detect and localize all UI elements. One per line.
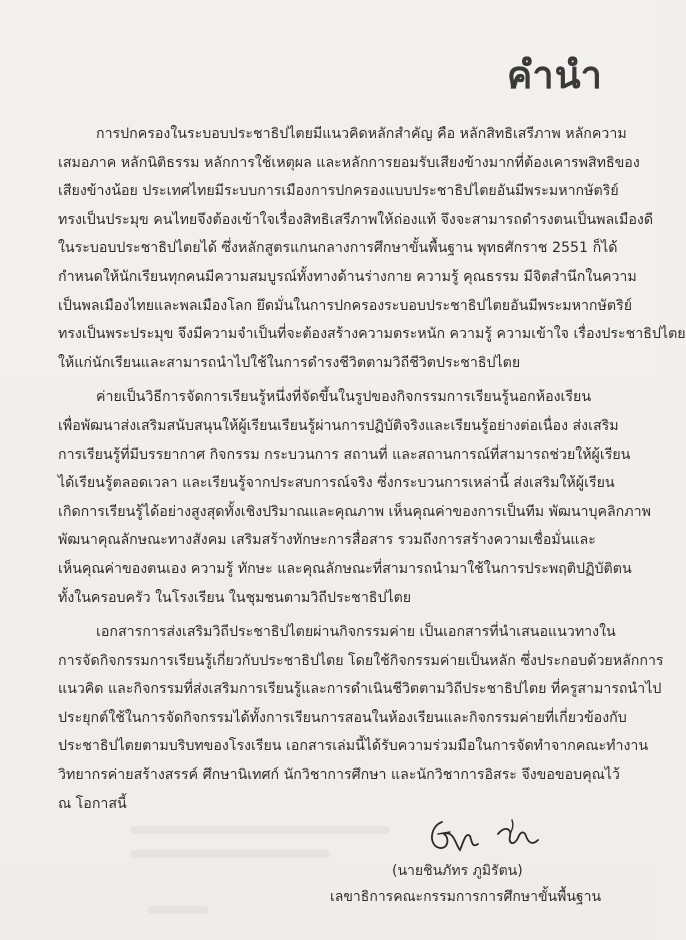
signer-name: (นายชินภัทร ภูมิรัตน) (392, 863, 523, 879)
text-line: เสียงข้างน้อย ประเทศไทยมีระบบการเมืองการปกครองแบบประชาธิปไตยอันมีพระมหากษัตริย์ (58, 183, 619, 200)
text-line: การเรียนรู้ที่มีบรรยากาศ กิจกรรม กระบวนการ สถานที่ และสถานการณ์ที่สามารถช่วยให้ผู้เรียน (58, 446, 631, 463)
text-line: เพื่อพัฒนาส่งเสริมสนับสนุนให้ผู้เรียนเรียนรู้ผ่านการปฏิบัติจริงและเรียนรู้อย่างต่อเนื่อง ส่งเสริม (58, 417, 619, 434)
paragraph-2 (58, 383, 651, 612)
text-line: ประยุกต์ใช้ในการจัดกิจกรรมได้ทั้งการเรียนการสอนในห้องเรียนและกิจกรรมค่ายที่เกี่ยวข้องกับ (58, 709, 627, 726)
text-line: เสมอภาค หลักนิติธรรม หลักการใช้เหตุผล และหลักการยอมรับเสียงข้างมากที่ต้องเคารพสิทธิของ (58, 154, 640, 171)
text-line: ให้แก่นักเรียนและสามารถนำไปใช้ในการดำรงชีวิตตามวิถีชีวิตประชาธิปไตย (58, 354, 521, 371)
text-line: ในระบอบประชาธิปไตยได้ ซึ่งหลักสูตรแกนกลางการศึกษาขั้นพื้นฐาน พุทธศักราช 2551 ก็ได้ (58, 240, 618, 257)
text-line: เห็นคุณค่าของตนเอง ความรู้ ทักษะ และคุณลักษณะที่สามารถนำมาใช้ในการประพฤติปฏิบัติตน (58, 560, 632, 577)
text-line: เอกสารการส่งเสริมวิถีประชาธิปไตยผ่านกิจกรรมค่าย เป็นเอกสารที่นำเสนอแนวทางใน (96, 624, 616, 641)
text-line: การจัดกิจกรรมการเรียนรู้เกี่ยวกับประชาธิปไตย โดยใช้กิจกรรมค่ายเป็นหลัก ซึ่งประกอบด้วยหลักการ (58, 652, 664, 669)
text-line: ณ โอกาสนี้ (58, 795, 127, 812)
text-line: วิทยากรค่ายสร้างสรรค์ ศึกษานิเทศก์ นักวิชาการศึกษา และนักวิชาการอิสระ จึงขอขอบคุณไว้ (58, 767, 620, 784)
handwritten-signature-icon (420, 812, 560, 862)
text-line: ทั้งในครอบครัว ในโรงเรียน ในชุมชนตามวิถีประชาธิปไตย (58, 589, 412, 606)
paragraph-3 (58, 618, 664, 818)
text-line: ทรงเป็นประมุข คนไทยจึงต้องเข้าใจเรื่องสิทธิเสรีภาพให้ถ่องแท้ จึงจะสามารถดำรงตนเป็นพลเมืองดี (58, 211, 654, 228)
text-line: กำหนดให้นักเรียนทุกคนมีความสมบูรณ์ทั้งทางด้านร่างกาย ความรู้ คุณธรรม มีจิตสำนึกในความ (58, 268, 637, 285)
page-title: คำนำ (506, 53, 603, 97)
preface-body (58, 120, 686, 824)
text-line: ประชาธิปไตยตามบริบทของโรงเรียน เอกสารเล่มนี้ได้รับความร่วมมือในการจัดทำจากคณะทำงาน (58, 738, 649, 755)
text-line: เกิดการเรียนรู้ได้อย่างสูงสุดทั้งเชิงปริมาณและคุณภาพ เห็นคุณค่าของการเป็นทีม พัฒนาบุคลิกภาพ (58, 503, 651, 520)
text-line: เป็นพลเมืองไทยและพลเมืองโลก ยึดมั่นในการปกครองระบอบประชาธิปไตยอันมีพระมหากษัตริย์ (58, 297, 633, 314)
bleed-through-mark (148, 906, 208, 914)
text-line: ค่ายเป็นวิธีการจัดการเรียนรู้หนึ่งที่จัดขึ้นในรูปของกิจกรรมการเรียนรู้นอกห้องเรียน (96, 389, 592, 406)
text-line: แนวคิด และกิจกรรมที่ส่งเสริมการเรียนรู้และการดำเนินชีวิตตามวิถีประชาธิปไตย ที่ครูสามารถนำไป (58, 681, 662, 698)
text-line: การปกครองในระบอบประชาธิปไตยมีแนวคิดหลักสำคัญ คือ หลักสิทธิเสรีภาพ หลักความ (96, 126, 627, 142)
signature (420, 812, 560, 862)
bleed-through-mark (130, 826, 390, 834)
paragraph-1 (58, 120, 686, 377)
text-line: ได้เรียนรู้ตลอดเวลา และเรียนรู้จากประสบการณ์จริง ซึ่งกระบวนการเหล่านี้ ส่งเสริมให้ผู้เรียน (58, 475, 615, 492)
bleed-through-mark (130, 850, 330, 858)
text-line: ทรงเป็นพระประมุข จึงมีความจำเป็นที่จะต้องสร้างความตระหนัก ความรู้ ความเข้าใจ เรื่องประชาธิปไตย (58, 326, 686, 343)
signer-position: เลขาธิการคณะกรรมการการศึกษาขั้นพื้นฐาน (330, 889, 602, 905)
text-line: พัฒนาคุณลักษณะทางสังคม เสริมสร้างทักษะการสื่อสาร รวมถึงการสร้างความเชื่อมั่นและ (58, 532, 596, 549)
